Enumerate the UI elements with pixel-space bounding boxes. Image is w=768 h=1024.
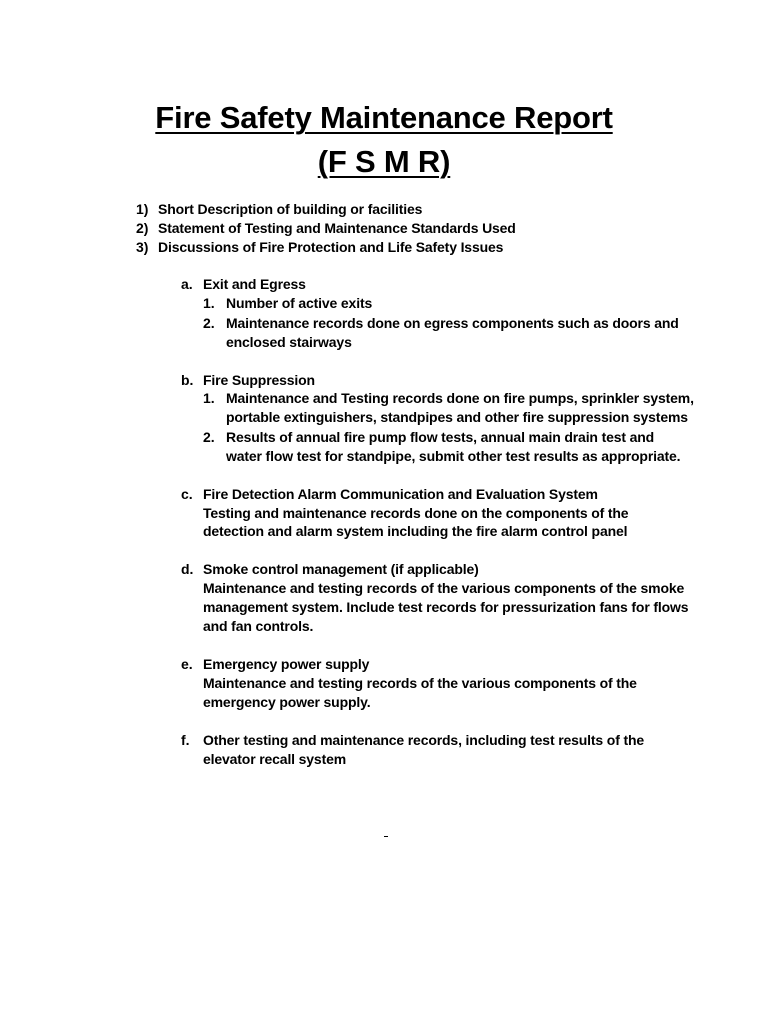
sub-item-line: water flow test for standpipe, submit other test results as appropriate. — [226, 448, 681, 464]
sub-item-line: Number of active exits — [226, 295, 373, 311]
section-marker: f. — [181, 732, 190, 748]
sub-item-marker: 2. — [203, 315, 215, 331]
section-body-line: management system. Include test records for pressurization fans for flows — [203, 599, 689, 615]
section-heading: Exit and Egress — [203, 276, 306, 292]
section-marker: d. — [181, 561, 194, 577]
sub-item-marker: 2. — [203, 429, 215, 445]
section-marker: b. — [181, 372, 194, 388]
list-marker: 1) — [136, 201, 149, 217]
section-heading: Fire Suppression — [203, 372, 315, 388]
document-subtitle-acronym: (F S M R) — [317, 144, 451, 179]
document-title: Fire Safety Maintenance Report — [155, 100, 613, 135]
section-heading: Other testing and maintenance records, including test results of the — [203, 732, 644, 748]
section-body-line: detection and alarm system including the fire alarm control panel — [203, 523, 628, 539]
sub-item-line: Maintenance records done on egress components such as doors and — [226, 315, 679, 331]
section-body-line: Maintenance and testing records of the various components of the smoke — [203, 580, 685, 596]
section-body-line: and fan controls. — [203, 618, 314, 634]
section-heading: Smoke control management (if applicable) — [203, 561, 479, 577]
sub-item-line: portable extinguishers, standpipes and other fire suppression systems — [226, 409, 688, 425]
list-marker: 3) — [136, 239, 149, 255]
list-item: Discussions of Fire Protection and Life Safety Issues — [158, 239, 504, 255]
section-heading: Fire Detection Alarm Communication and Evaluation System — [203, 486, 598, 502]
section-body-line: emergency power supply. — [203, 694, 371, 710]
section-body-line: Maintenance and testing records of the various components of the — [203, 675, 637, 691]
sub-item-line: Results of annual fire pump flow tests, annual main drain test and — [226, 429, 655, 445]
section-marker: c. — [181, 486, 193, 502]
sub-item-line: Maintenance and Testing records done on fire pumps, sprinkler system, — [226, 390, 694, 406]
list-marker: 2) — [136, 220, 149, 236]
section-marker: a. — [181, 276, 193, 292]
section-heading: Emergency power supply — [203, 656, 370, 672]
section-body-line: Testing and maintenance records done on the components of the — [203, 505, 629, 521]
sub-item-line: enclosed stairways — [226, 334, 352, 350]
list-item: Statement of Testing and Maintenance Standards Used — [158, 220, 516, 236]
sub-item-marker: 1. — [203, 390, 215, 406]
sub-item-marker: 1. — [203, 295, 215, 311]
section-body-line: elevator recall system — [203, 751, 347, 767]
list-item: Short Description of building or facilities — [158, 201, 423, 217]
section-marker: e. — [181, 656, 193, 672]
stray-dash-mark — [384, 836, 388, 837]
